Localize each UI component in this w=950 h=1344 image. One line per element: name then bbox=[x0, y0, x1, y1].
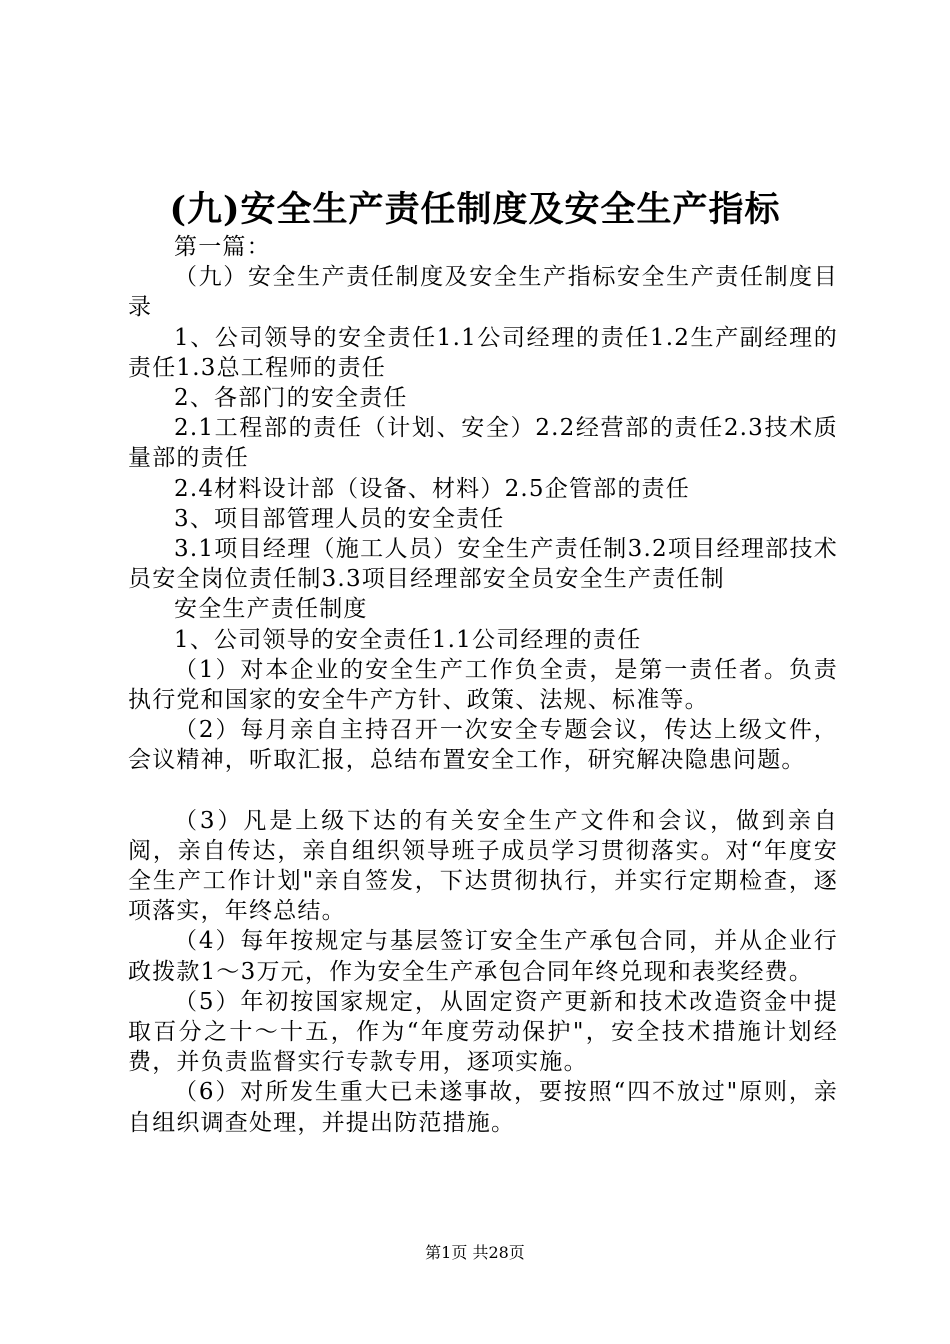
paragraph: （4）每年按规定与基层签订安全生产承包合同，并从企业行政拨款1～3万元，作为安全生产承包合同年终兑现和表奖经费。 bbox=[128, 928, 838, 985]
paragraph: 3、项目部管理人员的安全责任 bbox=[174, 505, 505, 532]
paragraph: 安全生产责任制度 bbox=[174, 596, 368, 623]
paragraph: （6）对所发生重大已未遂事故，要按照“四不放过"原则，亲自组织调查处理，并提出防范措施。 bbox=[128, 1079, 838, 1136]
paragraph: （5）年初按国家规定，从固定资产更新和技术改造资金中提取百分之十～十五，作为“年度劳动保护"，安全技术措施计划经费，并负责监督实行专款专用，逐项实施。 bbox=[128, 988, 838, 1076]
paragraph: （2）每月亲自主持召开一次安全专题会议，传达上级文件，会议精神，听取汇报，总结布置安全工作，研究解决隐患问题。 bbox=[128, 717, 838, 774]
paragraph: 2、各部门的安全责任 bbox=[174, 385, 408, 412]
paragraph: 1、公司领导的安全责任1.1公司经理的责任 bbox=[174, 626, 642, 653]
page-footer: 第1页 共28页 bbox=[425, 1243, 525, 1262]
paragraph: （3）凡是上级下达的有关安全生产文件和会议，做到亲自阅，亲自传达，亲自组织领导班子成员学习贯彻落实。对“年度安全生产工作计划"亲自签发，下达贯彻执行，并实行定期检查，逐项落实，年终总结。 bbox=[128, 807, 838, 925]
document-title: (九)安全生产责任制度及安全生产指标 bbox=[169, 189, 781, 230]
paragraph: 2.4材料设计部（设备、材料）2.5企管部的责任 bbox=[174, 475, 690, 502]
paragraph: （1）对本企业的安全生产工作负全责，是第一责任者。负责执行党和国家的安全牛产方针、政策、法规、标准等。 bbox=[128, 656, 838, 714]
paragraph: 2.1工程部的责任（计划、安全）2.2经营部的责任2.3技术质量部的责任 bbox=[128, 415, 838, 472]
paragraph: 第一篇： bbox=[174, 234, 271, 260]
paragraph: 3.1项目经理（施工人员）安全生产责任制3.2项目经理部技术员安全岗位责任制3.3项目经理部安全员安全生产责任制 bbox=[128, 536, 838, 593]
paragraph: 1、公司领导的安全责任1.1公司经理的责任1.2生产副经理的责任1.3总工程师的责任 bbox=[128, 324, 838, 381]
document-body bbox=[128, 232, 838, 1138]
paragraph: （九）安全生产责任制度及安全生产指标安全生产责任制度目录 bbox=[128, 264, 838, 321]
